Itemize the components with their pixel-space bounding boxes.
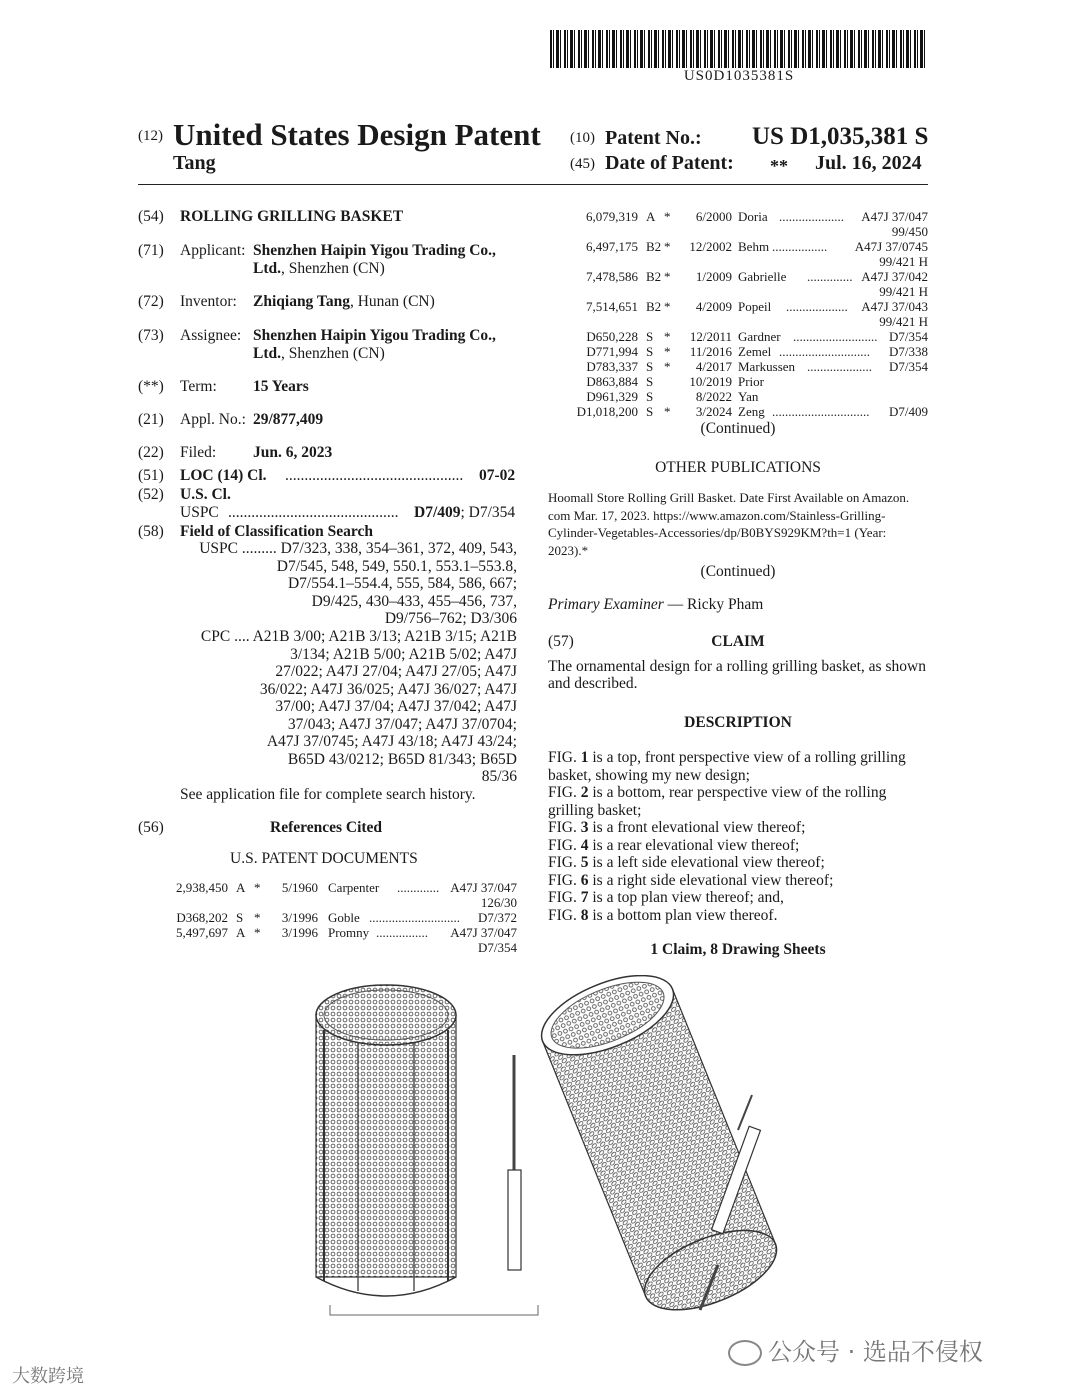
ref-kind: B2 [646, 269, 662, 284]
ref-dots: ............. [397, 880, 440, 895]
inventor [253, 293, 435, 310]
figure-description-line [548, 872, 928, 890]
ref-dots: ................... [786, 299, 848, 314]
watermark-right-text: 公众号 · 选品不侵权 [768, 1338, 983, 1366]
ref-subclass: 99/450 [891, 224, 928, 239]
fig-prefix: FIG. [548, 784, 581, 801]
ref-star: * [664, 269, 671, 284]
field-term-label: Term: [180, 378, 217, 395]
ref-kind: S [236, 910, 244, 925]
field-22-label: Filed: [180, 444, 217, 461]
ref-date: 12/2002 [689, 239, 732, 254]
other-publication-line: 2023).* [548, 542, 589, 558]
field-71-code: (71) [138, 242, 164, 259]
term-value: 15 Years [253, 378, 309, 395]
ref-class: A47J 37/047 [861, 209, 928, 224]
search-cpc-line: 37/00; A47J 37/04; A47J 37/042; A47J [275, 698, 517, 715]
ref-star: * [664, 239, 671, 254]
references-cited-label: References Cited [270, 819, 383, 836]
other-publication-line: com Mar. 17, 2023. https://www.amazon.com/Stainless-Grilling- [548, 507, 886, 523]
date-label: Date of Patent: [605, 152, 734, 174]
reference-row [168, 880, 517, 895]
patent-date: Jul. 16, 2024 [815, 152, 922, 174]
examiner-name: — Ricky Pham [663, 596, 764, 613]
search-cpc-line: CPC .... A21B 3/00; A21B 3/13; A21B 3/15; A21B [200, 628, 517, 645]
ref-class: D7/372 [478, 910, 517, 925]
ref-date: 3/1996 [281, 910, 318, 925]
ref-kind: S [646, 389, 654, 404]
reference-row [568, 329, 928, 344]
figure-description-line [548, 907, 928, 925]
other-publication-line: Hoomall Store Rolling Grill Basket. Date First Available on Amazon. [548, 490, 910, 505]
ref-dots: ............................ [779, 344, 870, 359]
fig-text: is a top plan view thereof; and, [588, 889, 784, 906]
ref-dots: ................ [376, 925, 428, 940]
ref-subclass: D7/354 [478, 940, 517, 955]
ref-date: 1/2009 [695, 269, 732, 284]
assignee-ltd: Ltd. [253, 345, 281, 362]
other-publication-line: Cylinder-Vegetables-Accessories/dp/B0BYS929KM?th=1 (Year: [548, 525, 887, 540]
figure-description-line [548, 802, 928, 820]
search-cpc-line: A47J 37/0745; A47J 43/18; A47J 43/24; [266, 733, 517, 750]
reference-row [568, 209, 928, 224]
applicant-line1: Shenzhen Haipin Yigou Trading Co., [253, 242, 496, 259]
ref-dots: .............................. [772, 404, 870, 419]
claim-text [548, 658, 928, 692]
reference-row [568, 404, 928, 419]
code-45: (45) [570, 156, 595, 172]
ref-number: 6,497,175 [586, 239, 638, 254]
figure-description-line [548, 819, 928, 837]
ref-date: 11/2016 [689, 344, 732, 359]
ref-date: 3/2024 [695, 404, 732, 419]
ref-name: Promny [328, 925, 370, 940]
reference-row [568, 389, 928, 404]
ref-name: Yan [738, 389, 759, 404]
ref-number: D961,329 [586, 389, 638, 404]
ref-kind: A [236, 880, 246, 895]
field-73-label: Assignee: [180, 327, 242, 344]
fig-number: 6 [580, 871, 589, 889]
reference-row [568, 299, 928, 314]
ref-date: 3/1996 [281, 925, 318, 940]
fig-prefix: FIG. [548, 906, 581, 924]
reference-subclass-row [568, 224, 928, 239]
fig-text: is a bottom plan view thereof. [588, 906, 778, 924]
wechat-icon [728, 1340, 762, 1366]
search-uspc-block [170, 540, 517, 628]
ref-number: 7,478,586 [586, 269, 638, 284]
filed-value: Jun. 6, 2023 [253, 444, 333, 461]
ref-date: 4/2009 [695, 299, 732, 314]
ref-subclass: 99/421 H [879, 314, 928, 329]
ref-name: Markussen [738, 359, 796, 374]
loc-value: 07-02 [479, 467, 516, 484]
ref-number: D1,018,200 [576, 404, 638, 419]
watermark-left: 大数跨境 [12, 1366, 84, 1387]
loc-label: LOC (14) Cl. [180, 467, 267, 484]
ref-name: Popeil [738, 299, 772, 314]
field-57-code: (57) [548, 633, 574, 650]
ref-class: D7/354 [889, 359, 928, 374]
header-rule [138, 184, 928, 185]
primary-examiner [548, 596, 763, 613]
us-cl-label: U.S. Cl. [180, 486, 231, 503]
applicant-ltd: Ltd. [253, 260, 281, 277]
ref-kind: A [646, 209, 656, 224]
ref-name: Doria [738, 209, 768, 224]
search-uspc-line: D7/545, 548, 549, 550.1, 553.1–553.8, [276, 557, 517, 575]
search-cpc-block [170, 628, 517, 786]
ref-class: A47J 37/0745 [854, 239, 928, 254]
fig-prefix: FIG. [548, 889, 581, 906]
date-marker: ** [770, 156, 788, 176]
ref-number: 2,938,450 [176, 880, 228, 895]
ref-name: Prior [738, 374, 764, 389]
ref-star: * [254, 910, 261, 925]
field-54-code: (54) [138, 208, 164, 225]
fig-prefix: FIG. [548, 854, 581, 871]
ref-subclass: 99/421 H [879, 284, 928, 299]
search-cpc-line: 3/134; A21B 5/00; A21B 5/02; A47J [290, 645, 517, 663]
assignee-location: , Shenzhen (CN) [281, 345, 385, 362]
uspc-secondary: ; D7/354 [460, 504, 516, 521]
fig-number: 4 [580, 836, 589, 854]
ref-number: D863,884 [586, 374, 638, 389]
figure-description-line [548, 784, 928, 802]
ref-star: * [664, 359, 671, 374]
ref-name: Behm [738, 239, 770, 254]
ref-number: D771,994 [586, 344, 638, 359]
ref-number: 5,497,697 [176, 925, 228, 940]
ref-name: Carpenter [328, 880, 380, 895]
barcode [550, 30, 928, 68]
ref-date: 5/1960 [281, 880, 318, 895]
reference-subclass-row [168, 895, 517, 910]
applicant-line2 [253, 260, 385, 277]
field-54-title: ROLLING GRILLING BASKET [180, 208, 404, 225]
appl-no-value: 29/877,409 [253, 411, 324, 428]
reference-row [568, 374, 928, 389]
field-term-code: (**) [138, 378, 164, 395]
ref-name: Goble [328, 910, 360, 925]
reference-subclass-row [568, 314, 928, 329]
figure-description-line [548, 837, 928, 855]
patent-title: United States Design Patent [173, 117, 541, 152]
claim-title: CLAIM [711, 633, 765, 650]
us-patent-docs-title: U.S. PATENT DOCUMENTS [230, 850, 418, 867]
continued-refs: (Continued) [700, 420, 776, 437]
other-publications-text [548, 489, 928, 559]
reference-subclass-row [568, 284, 928, 299]
reference-row [168, 925, 517, 940]
ref-dots: ............................ [369, 910, 460, 925]
figure-description-line [548, 749, 928, 767]
fig-text: is a front elevational view thereof; [588, 819, 806, 836]
search-cpc-line: 37/043; A47J 37/047; A47J 37/0704; [287, 715, 517, 733]
ref-number: 6,079,319 [586, 209, 638, 224]
search-uspc-line: D7/554.1–554.4, 555, 584, 586, 667; [287, 575, 517, 592]
assignee-line2 [253, 345, 385, 362]
uspc-values [414, 504, 515, 521]
ref-class: D7/338 [889, 344, 928, 359]
ref-kind: S [646, 374, 654, 389]
claims-summary: 1 Claim, 8 Drawing Sheets [650, 941, 826, 958]
code-12: (12) [138, 128, 163, 144]
reference-subclass-row [568, 254, 928, 269]
inventor-name: Zhiqiang Tang [253, 293, 350, 310]
ref-dots: ................. [772, 239, 828, 254]
right-references-list [568, 209, 928, 419]
ref-class: D7/354 [889, 329, 928, 344]
fork-tool-left [508, 1055, 521, 1270]
ref-kind: S [646, 329, 654, 344]
loc-dots: .............................................. [285, 467, 464, 484]
fig-number: 5 [580, 854, 589, 871]
ref-number: 7,514,651 [586, 299, 638, 314]
ref-star: * [664, 344, 671, 359]
ref-dots: .............. [807, 269, 853, 284]
code-10: (10) [570, 130, 595, 146]
ref-name: Gabrielle [738, 269, 787, 284]
reference-subclass-row [168, 940, 517, 955]
ref-subclass: 126/30 [480, 895, 517, 910]
fig-number: 1 [580, 749, 589, 766]
field-22-code: (22) [138, 444, 164, 461]
ref-dots: .................... [807, 359, 872, 374]
fig-text: basket, showing my new design; [548, 766, 750, 784]
barcode-number: US0D1035381S [683, 68, 795, 84]
figure-description-line [548, 854, 928, 872]
ref-class: A47J 37/043 [861, 299, 928, 314]
ref-class: A47J 37/047 [450, 925, 517, 940]
fig-prefix: FIG. [548, 836, 581, 854]
ref-name: Gardner [738, 329, 781, 344]
field-56-code: (56) [138, 819, 164, 836]
claim-line: and described. [548, 675, 638, 692]
ref-kind: S [646, 359, 654, 374]
figure-description-line [548, 889, 928, 907]
claim-line: The ornamental design for a rolling grilling basket, as shown [548, 658, 926, 675]
ref-number: D368,202 [176, 910, 228, 925]
ref-dots: .......................... [793, 329, 878, 344]
uspc-dots: ............................................ [228, 504, 399, 521]
ref-star: * [664, 329, 671, 344]
ref-class: D7/409 [889, 404, 928, 419]
field-72-code: (72) [138, 293, 164, 310]
ref-kind: B2 [646, 299, 662, 314]
uspc-label: USPC [180, 504, 219, 521]
ref-date: 8/2022 [695, 389, 732, 404]
fig-text: is a bottom, rear perspective view of the rolling [588, 784, 887, 801]
field-51-code: (51) [138, 467, 164, 484]
inventor-surname: Tang [173, 152, 216, 174]
field-21-label: Appl. No.: [180, 411, 246, 428]
inventor-location: , Hunan (CN) [349, 293, 435, 310]
ref-date: 4/2017 [695, 359, 732, 374]
search-uspc-line: D9/425, 430–433, 455–456, 737, [311, 592, 517, 610]
ref-date: 6/2000 [695, 209, 732, 224]
patent-no-label: Patent No.: [605, 127, 702, 149]
ref-kind: A [236, 925, 246, 940]
ref-name: Zeng [738, 404, 765, 419]
ref-number: D783,337 [586, 359, 638, 374]
field-52-code: (52) [138, 486, 164, 503]
ref-star: * [664, 299, 671, 314]
fig-prefix: FIG. [548, 749, 581, 766]
figure-description-line [548, 767, 928, 785]
watermark-right [728, 1332, 983, 1367]
field-73-code: (73) [138, 327, 164, 344]
examiner-label: Primary Examiner [548, 596, 664, 613]
reference-row [568, 344, 928, 359]
fig-text: is a top, front perspective view of a rolling grilling [588, 749, 906, 766]
reference-row [168, 910, 517, 925]
ref-kind: S [646, 404, 654, 419]
description-title: DESCRIPTION [684, 714, 792, 731]
fig-number: 2 [580, 784, 589, 801]
ref-number: D650,228 [586, 329, 638, 344]
field-58-code: (58) [138, 523, 164, 540]
figure-descriptions [548, 749, 928, 924]
continued-pubs: (Continued) [700, 563, 776, 580]
search-uspc-line: USPC ......... D7/323, 338, 354–361, 372, 409, 543, [199, 540, 517, 557]
search-cpc-line: 85/36 [481, 768, 517, 785]
fig-number: 3 [580, 819, 589, 836]
assignee-line1: Shenzhen Haipin Yigou Trading Co., [253, 327, 496, 344]
ref-star: * [254, 880, 261, 895]
applicant-location: , Shenzhen (CN) [281, 260, 385, 277]
ref-dots: .................... [779, 209, 844, 224]
field-search-label: Field of Classification Search [180, 523, 374, 540]
patent-number: US D1,035,381 S [752, 123, 929, 150]
left-references-list [168, 880, 517, 960]
search-cpc-line: B65D 43/0212; B65D 81/343; B65D [287, 750, 517, 768]
reference-row [568, 269, 928, 284]
field-71-label: Applicant: [180, 242, 246, 259]
other-publications-title: OTHER PUBLICATIONS [655, 459, 821, 476]
reference-row [568, 359, 928, 374]
ref-name: Zemel [738, 344, 772, 359]
fig-prefix: FIG. [548, 819, 581, 836]
ref-subclass: 99/421 H [879, 254, 928, 269]
ref-class: A47J 37/042 [861, 269, 928, 284]
search-cpc-line: 27/022; A47J 27/04; A47J 27/05; A47J [275, 663, 517, 680]
reference-row [568, 239, 928, 254]
ref-kind: S [646, 344, 654, 359]
patent-drawing [300, 975, 800, 1320]
fig-text: grilling basket; [548, 801, 642, 819]
fig-number: 8 [580, 906, 589, 924]
fig-text: is a left side elevational view thereof; [588, 854, 825, 871]
fig-text: is a right side elevational view thereof; [588, 871, 834, 889]
ref-star: * [254, 925, 261, 940]
search-uspc-line: D9/756–762; D3/306 [384, 610, 517, 627]
ref-date: 12/2011 [689, 329, 732, 344]
basket-front-view [316, 985, 538, 1315]
field-72-label: Inventor: [180, 293, 237, 310]
fig-text: is a rear elevational view thereof; [588, 836, 800, 854]
ref-date: 10/2019 [689, 374, 732, 389]
fig-number: 7 [580, 889, 589, 906]
ref-class: A47J 37/047 [450, 880, 517, 895]
ref-star: * [664, 404, 671, 419]
uspc-primary: D7/409 [414, 504, 461, 521]
search-history-note: See application file for complete search history. [180, 786, 476, 803]
ref-star: * [664, 209, 671, 224]
field-21-code: (21) [138, 411, 164, 428]
ref-kind: B2 [646, 239, 662, 254]
search-cpc-line: 36/022; A47J 36/025; A47J 36/027; A47J [259, 680, 517, 698]
fig-prefix: FIG. [548, 871, 581, 889]
